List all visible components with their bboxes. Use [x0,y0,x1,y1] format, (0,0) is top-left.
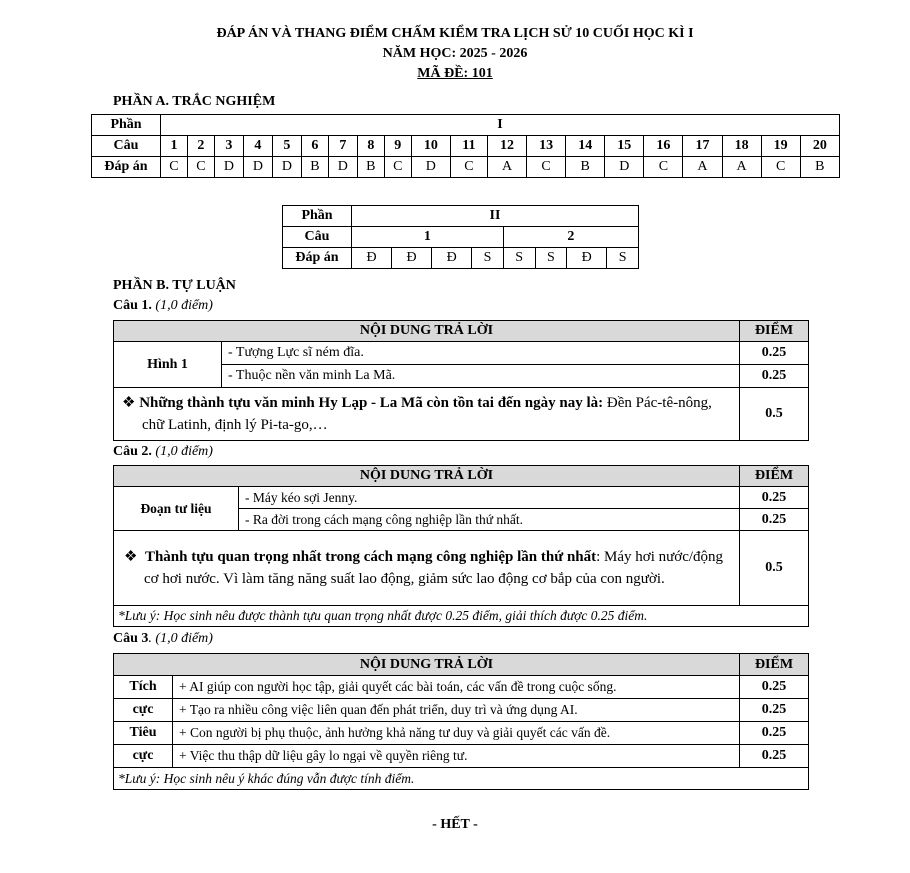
question-number: 12 [487,136,526,157]
summary-bold: Những thành tựu văn minh Hy Lạp - La Mã còn tồn tai đến ngày nay là: [139,395,604,411]
table-row [92,136,840,157]
answer-cell: A [722,157,761,178]
question-number: 20 [800,136,839,157]
answer-cell: B [357,157,384,178]
answer-cell: B [566,157,605,178]
question-number: 3 [214,136,243,157]
question-2-label: Câu 2. (1,0 điểm) [113,444,213,459]
answer-cell: A [683,157,722,178]
table-row [283,206,639,227]
question-number: 13 [527,136,566,157]
answer-item: + Con người bị phụ thuộc, ảnh hưởng khả năng tư duy và giải quyết các vấn đề. [173,722,740,745]
content-header: NỘI DUNG TRẢ LỜI [114,321,740,342]
item-score: 0.25 [740,676,809,699]
phan-value: I [161,115,840,136]
answer-item: + Việc thu thập dữ liệu gây lo ngại về quyền riêng tư. [173,745,740,768]
table-row [114,722,809,745]
item-score: 0.25 [740,745,809,768]
question-number: 1 [352,227,504,248]
answer-item: + AI giúp con người học tập, giải quyết các bài toán, các vấn đề trong cuộc sống. [173,676,740,699]
question-number: 19 [761,136,800,157]
exam-code: MÃ ĐỀ: 101 [417,66,493,81]
row-label: Đoạn tư liệu [114,487,239,531]
bullet-icon: ❖ [122,395,136,411]
answer-cell: D [214,157,243,178]
answer-cell: B [800,157,839,178]
table-row [283,248,639,269]
answer-cell: B [301,157,328,178]
item-score: 0.25 [740,487,809,509]
summary-cell [114,531,740,606]
question-number: 10 [411,136,450,157]
answer-cell: C [761,157,800,178]
table-row [92,115,840,136]
question-number: 9 [384,136,411,157]
answer-item: - Tượng Lực sĩ ném đĩa. [222,342,740,365]
question-number: 7 [328,136,357,157]
question-number: 16 [644,136,683,157]
summary-text: : Máy hơi nước/động cơ hơi nước. Vì làm tăng năng suất lao động, giảm sức lao động cơ bắp của con người. [144,549,724,587]
answer-item: - Máy kéo sợi Jenny. [239,487,740,509]
table-row [114,531,809,606]
table-row [114,487,809,509]
document-title: ĐÁP ÁN VÀ THANG ĐIỂM CHẤM KIỂM TRA LỊCH SỬ 10 CUỐI HỌC KÌ I [216,26,694,41]
question-2-table [113,465,809,627]
score-header: ĐIỂM [740,654,809,676]
summary-bold: Thành tựu quan trọng nhất trong cách mạng công nghiệp lần thứ nhất [144,549,597,565]
question-number: 15 [605,136,644,157]
summary-text: Đền Pác-tê-nông, chữ Latinh, định lý Pi-ta-go,… [142,395,712,433]
item-score: 0.25 [740,509,809,531]
question-3-note: *Lưu ý: Học sinh nêu ý khác đúng vẫn được tính điểm. [114,768,809,790]
answer-cell: C [187,157,214,178]
table-row [283,227,639,248]
answer-cell: C [161,157,188,178]
group-label-negative: Tiêu [114,722,173,745]
question-number: 1 [161,136,188,157]
question-1-label: Câu 1. (1,0 điểm) [113,298,213,313]
dapan-label: Đáp án [283,248,352,269]
item-score: 0.25 [740,365,809,388]
score-header: ĐIỂM [740,466,809,487]
answer-cell: S [472,248,504,269]
item-score: 0.25 [740,699,809,722]
phan-label: Phần [283,206,352,227]
answer-cell: Đ [432,248,472,269]
part-a-heading: PHẦN A. TRẮC NGHIỆM [113,94,276,109]
question-number: 4 [243,136,272,157]
item-score: 0.25 [740,722,809,745]
answer-cell: A [487,157,526,178]
question-number: 11 [450,136,487,157]
answer-cell: D [328,157,357,178]
table-row [114,745,809,768]
score-header: ĐIỂM [740,321,809,342]
answer-cell: S [503,248,535,269]
question-number: 2 [503,227,638,248]
table-row [114,321,809,342]
item-score: 0.25 [740,342,809,365]
row-label: Hình 1 [114,342,222,388]
content-header: NỘI DUNG TRẢ LỜI [114,466,740,487]
question-number: 17 [683,136,722,157]
answer-item: + Tạo ra nhiều công việc liên quan đến phát triển, duy trì và ứng dụng AI. [173,699,740,722]
school-year: NĂM HỌC: 2025 - 2026 [382,46,528,61]
question-number: 5 [272,136,301,157]
group-label-positive: cực [114,699,173,722]
answer-cell: S [535,248,567,269]
answer-cell: C [384,157,411,178]
table-row [114,342,809,365]
multiple-choice-table [91,114,840,178]
table-row [114,654,809,676]
question-2-note: *Lưu ý: Học sinh nêu được thành tựu quan trọng nhất được 0.25 điểm, giải thích được 0.25 điểm. [114,606,809,627]
dapan-label: Đáp án [92,157,161,178]
answer-cell: Đ [352,248,392,269]
cau-label: Câu [92,136,161,157]
table-row [114,699,809,722]
true-false-table [282,205,639,269]
question-3-label: Câu 3. (1,0 điểm) [113,631,213,646]
table-row [114,466,809,487]
answer-cell: Đ [392,248,432,269]
end-marker: - HẾT - [432,817,478,832]
content-header: NỘI DUNG TRẢ LỜI [114,654,740,676]
question-number: 14 [566,136,605,157]
table-row [114,388,809,441]
group-label-negative: cực [114,745,173,768]
answer-cell: D [605,157,644,178]
question-3-table [113,653,809,790]
table-row [114,676,809,699]
answer-item: - Ra đời trong cách mạng công nghiệp lần thứ nhất. [239,509,740,531]
table-row [114,768,809,790]
question-number: 6 [301,136,328,157]
summary-cell [114,388,740,441]
answer-item: - Thuộc nền văn minh La Mã. [222,365,740,388]
question-1-table [113,320,809,441]
table-row [114,606,809,627]
summary-score: 0.5 [740,388,809,441]
question-number: 18 [722,136,761,157]
answer-cell: Đ [567,248,607,269]
summary-score: 0.5 [740,531,809,606]
group-label-positive: Tích [114,676,173,699]
phan-label: Phần [92,115,161,136]
question-number: 2 [187,136,214,157]
question-number: 8 [357,136,384,157]
phan-value: II [352,206,639,227]
answer-cell: D [243,157,272,178]
answer-cell: C [450,157,487,178]
table-row [92,157,840,178]
answer-cell: D [411,157,450,178]
answer-cell: S [607,248,639,269]
answer-cell: C [644,157,683,178]
bullet-icon: ❖ [124,549,138,565]
cau-label: Câu [283,227,352,248]
answer-cell: C [527,157,566,178]
answer-cell: D [272,157,301,178]
part-b-heading: PHẦN B. TỰ LUẬN [113,278,236,293]
